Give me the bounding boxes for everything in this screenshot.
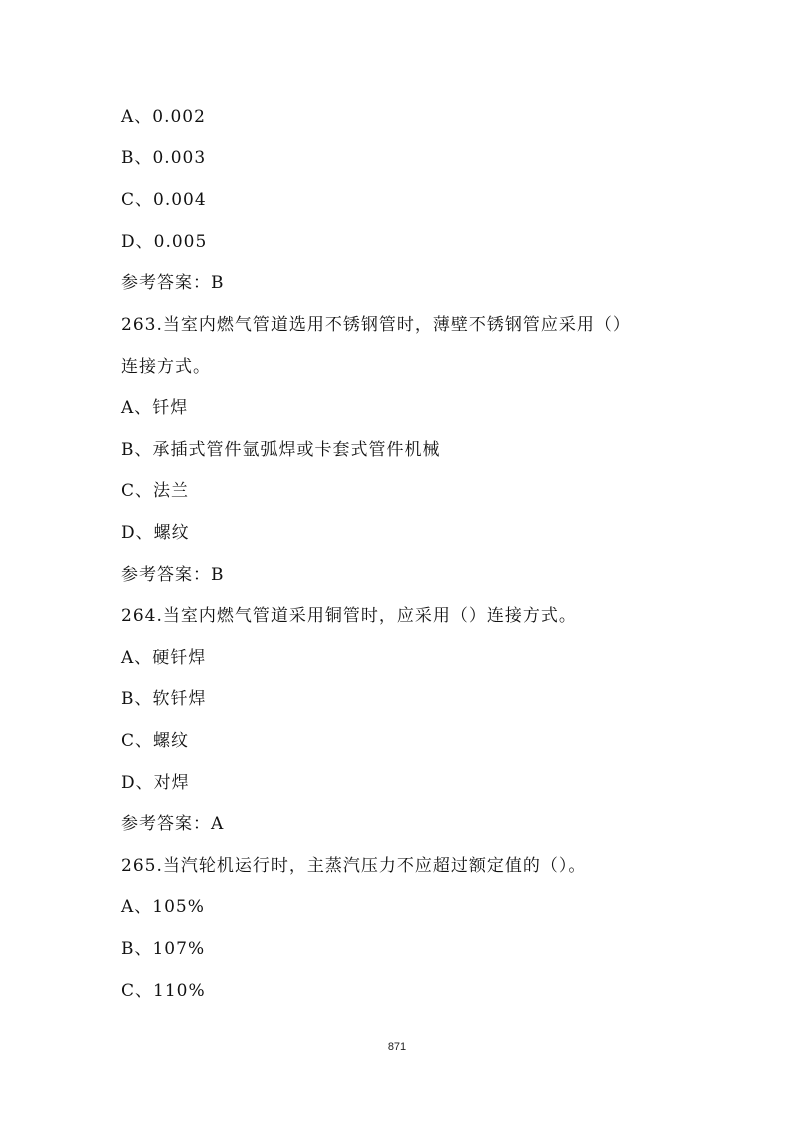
option-a-line: A、硬钎焊 bbox=[121, 648, 207, 668]
question-263-line: 263.当室内燃气管道选用不锈钢管时，薄壁不锈钢管应采用（） bbox=[121, 315, 631, 335]
option-c-line: C、110% bbox=[121, 981, 206, 1001]
answer-line: 参考答案：B bbox=[121, 565, 225, 585]
option-a-line: A、105% bbox=[121, 897, 205, 917]
question-265-line: 265.当汽轮机运行时，主蒸汽压力不应超过额定值的（）。 bbox=[121, 856, 587, 876]
answer-line: 参考答案：B bbox=[121, 273, 225, 293]
option-b-line: B、0.003 bbox=[121, 148, 207, 168]
option-d-line: D、螺纹 bbox=[121, 523, 190, 543]
option-c-line: C、0.004 bbox=[121, 190, 207, 210]
option-c-line: C、螺纹 bbox=[121, 731, 190, 751]
question-264-line: 264.当室内燃气管道采用铜管时，应采用（）连接方式。 bbox=[121, 606, 577, 626]
option-c-line: C、法兰 bbox=[121, 481, 190, 501]
question-263-continuation: 连接方式。 bbox=[121, 357, 211, 377]
option-b-line: B、软钎焊 bbox=[121, 689, 207, 709]
answer-line: 参考答案：A bbox=[121, 814, 225, 834]
option-d-line: D、对焊 bbox=[121, 773, 190, 793]
page-number: 871 bbox=[387, 1041, 407, 1053]
option-b-line: B、承插式管件氩弧焊或卡套式管件机械 bbox=[121, 440, 441, 460]
option-a-line: A、0.002 bbox=[121, 107, 206, 127]
option-a-line: A、钎焊 bbox=[121, 398, 189, 418]
option-b-line: B、107% bbox=[121, 939, 206, 959]
option-d-line: D、0.005 bbox=[121, 232, 208, 252]
